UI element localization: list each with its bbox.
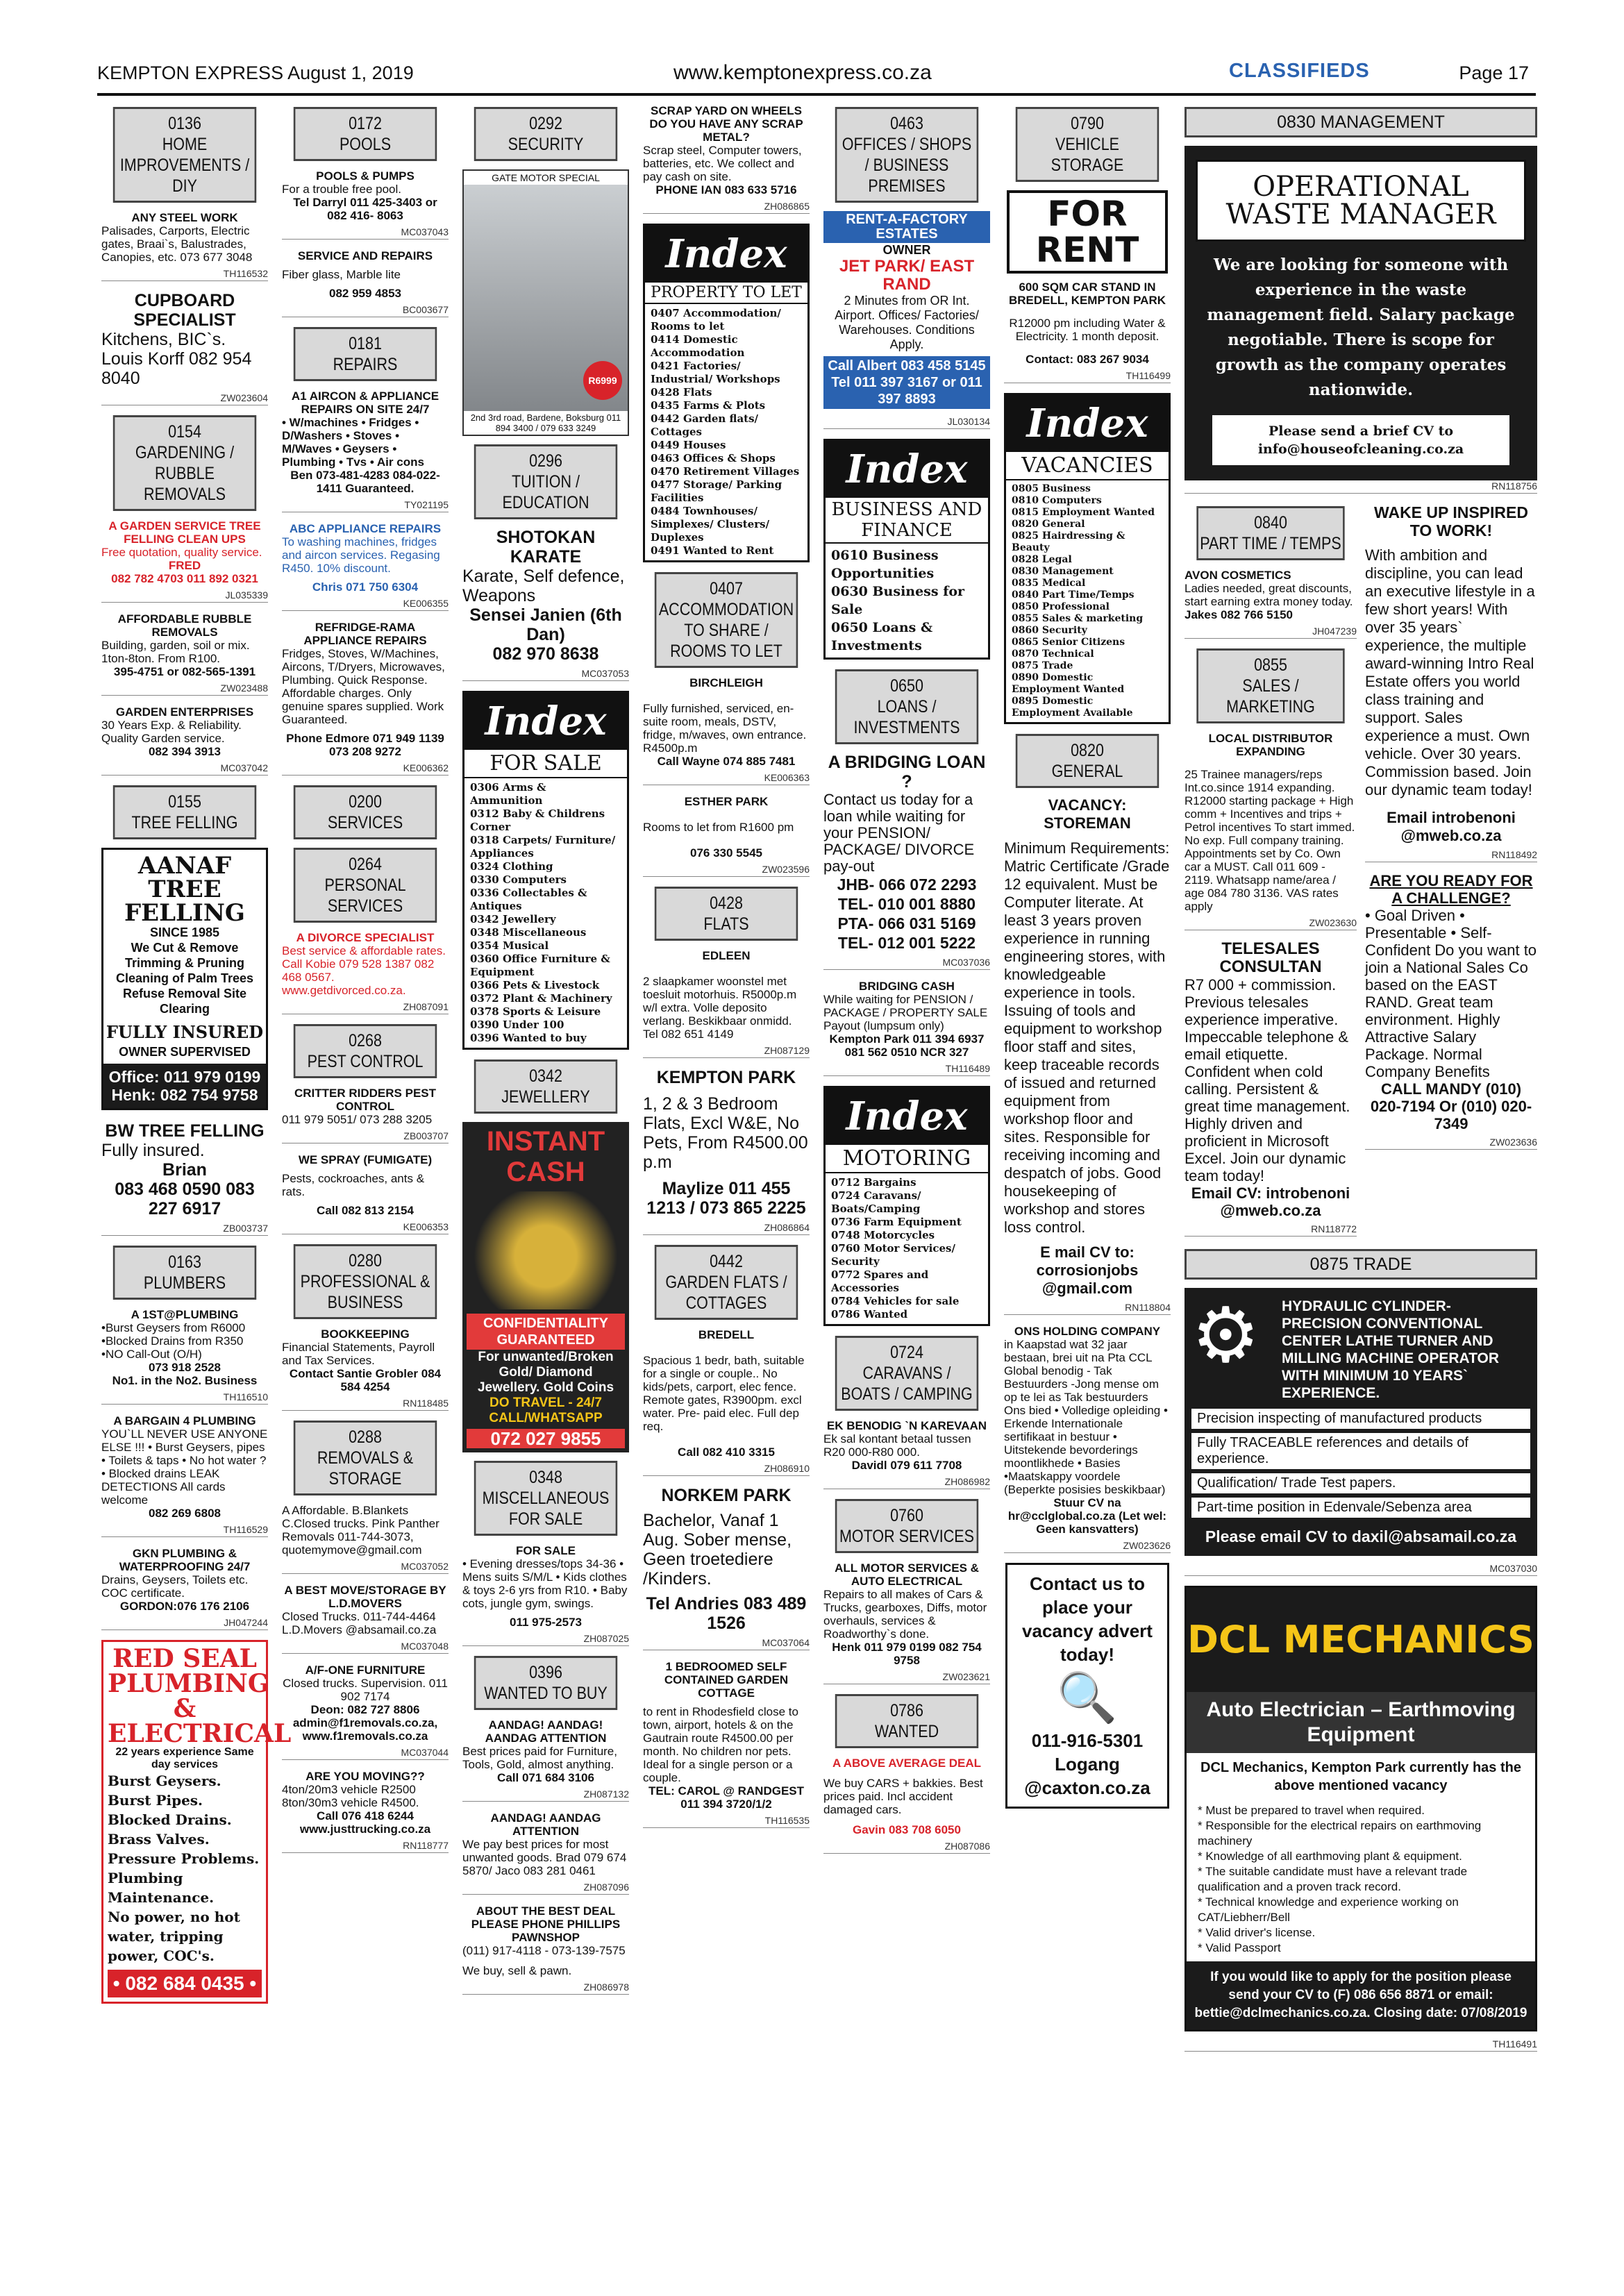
category-header: 0348 MISCELLANEOUS FOR SALE bbox=[474, 1461, 617, 1536]
column-2 bbox=[278, 104, 453, 2263]
category-header: 0288 REMOVALS & STORAGE bbox=[294, 1421, 437, 1495]
category-header: 0724 CARAVANS / BOATS / CAMPING bbox=[835, 1336, 978, 1411]
ring-icon bbox=[467, 1191, 625, 1309]
ad-reference: RN118756 bbox=[1184, 480, 1537, 494]
index-item: 0421 Factories/ Industrial/ Workshops bbox=[651, 360, 780, 385]
red-seal-display-ad: RED SEAL PLUMBING & ELECTRICAL 22 years experience Same day services Burst Geysers. Burst Pipes. Blocked Drains. Brass Valves. Pressure Problems. Plumbing Maintenance. No power, no hot water, tripping power, COC's. • 082 684 0435 • bbox=[101, 1640, 268, 2004]
dcl-mechanics-ad: DCL MECHANICS Auto Electrician – Earthmoving Equipment DCL Mechanics, Kempton Park currently has the above mentioned vacancy * Must be prepared to travel when required. * Responsible for the electrical repairs on earthmoving machinery * Knowledge of all earthmoving plant & equipment. * The suitable candidate must have a relevant trade qualification and a proven track record. * Technical knowledge and experience working on CAT/Liebherr/Bell * Valid driver's license. * Valid Passport If you would like to apply for the position please send your CV to (F) 086 656 8871 or email: bettie@dclmechanics.co.za. Closing date: 07/08/2019 bbox=[1184, 1586, 1537, 2031]
index-list bbox=[826, 1173, 988, 1324]
index-item: 0396 Wanted to buy bbox=[470, 1032, 587, 1044]
classified-ad: SERVICE AND REPAIRS Fiber glass, Marble lite 082 959 4853 bbox=[282, 249, 433, 300]
classified-ad: WAKE UP INSPIRED TO WORK! With ambition and discipline, you can lead an executive lifestyle in a few short years! With over 35 years` experience, the multiple award-winning Intro Real Estate offers you world class training and support. Sales experience a must. Own vehicle. Over 30 years. Commission based. Join our dynamic team today! Email introbenoni @mweb.co.za bbox=[1365, 503, 1535, 844]
ad-reference: TY021195 bbox=[282, 499, 449, 512]
index-item: 0366 Pets & Livestock bbox=[470, 979, 600, 991]
ad-reference: ZH086910 bbox=[643, 1463, 810, 1476]
classified-ad: A GARDEN SERVICE TREE FELLING CLEAN UPS Free quotation, quality service. FRED 082 782 4703 011 892 0321 bbox=[101, 519, 262, 585]
classified-ad: ANY STEEL WORK Palisades, Carports, Electric gates, Braai`s, Balustrades, Canopies, etc. 073 677 3048 bbox=[101, 211, 253, 264]
category-header: 0407 ACCOMMODATION TO SHARE / ROOMS TO LET bbox=[655, 572, 798, 668]
index-item: 0748 Motorcycles bbox=[831, 1229, 935, 1241]
classified-ad: REFRIDGE-RAMA APPLIANCE REPAIRS Fridges, Stoves, W/Machines, Aircons, T/Dryers, Microwaves, Plumbing. Quick Response. Affordable charges. Only genuine spares supplied. Work Guaranteed. Phone Edmore 071 949 1139 073 208 9272 bbox=[282, 621, 445, 758]
classified-ad: VACANCY: STOREMAN Minimum Requirements: Matric Certificate /Grade 12 equivalent. Must be Computer literate. At least 3 years proven experience in running engineering stores, with knowledgeable experience in tools. Issuing of tools and equipment to workshop floor staff and sites, keep traceable records of issued and returned equipment from workshop floor and sites. Responsible for receiving incoming and despatch of jobs. Good housekeeping of workshop and stores loss control. E mail CV to: corrosionjobs @gmail.com bbox=[1004, 796, 1170, 1297]
category-header: 0786 WANTED bbox=[835, 1694, 978, 1748]
ad-reference: JL035339 bbox=[101, 589, 268, 603]
index-item: 0378 Sports & Leisure bbox=[470, 1005, 601, 1018]
classified-ad: TELESALES CONSULTAN R7 000 + commission. Previous telesales experience imperative. Impeccable telephone & email etiquette. Confident when cold calling. Persistent & great time management. Highly driven and proficient in Microsoft Excel. Join our dynamic team today! Email CV: introbenoni @mweb.co.za bbox=[1184, 939, 1350, 1219]
index-item: 0772 Spares and Accessories bbox=[831, 1268, 929, 1294]
index-item: 0736 Farm Equipment bbox=[831, 1216, 962, 1228]
ad-reference: TH116491 bbox=[1184, 2038, 1537, 2052]
index-item: 0435 Farms & Plots bbox=[651, 399, 766, 412]
index-item: 0784 Vehicles for sale bbox=[831, 1295, 960, 1307]
index-item: 0449 Houses bbox=[651, 439, 726, 451]
column-3 bbox=[458, 104, 633, 2263]
category-header: 0268 PEST CONTROL bbox=[294, 1024, 437, 1078]
magnifier-character-icon: 🔍 bbox=[1057, 1670, 1118, 1725]
classified-ad: 600 SQM CAR STAND IN BREDELL, KEMPTON PARK R12000 pm including Water & Electricity. 1 month deposit. Contact: 083 267 9034 bbox=[1008, 280, 1166, 366]
index-item: 0786 Wanted bbox=[831, 1308, 908, 1321]
classified-ad: ARE YOU READY FOR A CHALLENGE? • Goal Driven • Presentable • Self-Confident Do you want to join a National Sales Co based on the EAST RAND. Great team environment. Highly Attractive Salary Package. Normal Company Benefits CALL MANDY (010) 020-7194 Or (010) 020-7349 bbox=[1365, 872, 1537, 1132]
ad-reference: JL030134 bbox=[823, 416, 990, 429]
rent-a-factory-ad: RENT-A-FACTORY ESTATES OWNER JET PARK/ EAST RAND 2 Minutes from OR Int. Airport. Offices/ Factories/ Warehouses. Conditions Apply. Call Albert 083 458 5145 Tel 011 397 3167 or 011 397 8893 bbox=[823, 211, 990, 409]
category-header: 0155 TREE FELLING bbox=[113, 785, 256, 839]
index-item: 0354 Musical bbox=[470, 939, 549, 952]
index-list bbox=[645, 304, 807, 560]
classified-ad: AVON COSMETICS Ladies needed, great discounts, start earning extra money today. Jakes 082 766 5150 bbox=[1184, 569, 1353, 621]
classified-ad: 1 BEDROOMED SELF CONTAINED GARDEN COTTAGE to rent in Rhodesfield close to town, airport, hotels & on the Gautrain route R4500.00 per month. No children nor pets. Ideal for a single person or a couple. TEL: CAROL @ RANDGEST 011 394 3720/1/2 bbox=[643, 1660, 805, 1811]
category-header: 0760 MOTOR SERVICES bbox=[835, 1499, 978, 1553]
category-header: 0442 GARDEN FLATS / COTTAGES bbox=[655, 1245, 798, 1320]
ad-reference: ZH087132 bbox=[462, 1788, 629, 1802]
index-item: 0414 Domestic Accommodation bbox=[651, 333, 745, 359]
publication-date: KEMPTON EXPRESS August 1, 2019 bbox=[97, 62, 414, 83]
ad-reference: MC037064 bbox=[643, 1637, 810, 1650]
classified-ad: ONS HOLDING COMPANY in Kaapstad wat 32 jaar bestaan, brei uit na Pta CCL Global benodig - Tak Bestuurders -Jong mense om op te lei as Tak bestuurders Ons bied • Volledige opleiding • Erkende Internationale sertifikaat in bestuur • Uitstekende bevorderings moontlikhede • Basies •Maatskappy voordele (Beperkte posisies beskikbaar) Stuur CV na hr@cclglobal.co.za (Let wel: Geen kansvatters) bbox=[1004, 1325, 1168, 1536]
classified-ad: A BARGAIN 4 PLUMBING YOU`LL NEVER USE ANYONE ELSE !!! • Burst Geysers, pipes • Toilets & taps • No hot water ? • Blocked drains LEAK DETECTIONS All cards welcome 082 269 6808 bbox=[101, 1414, 268, 1520]
category-header: 0820 GENERAL bbox=[1016, 734, 1159, 788]
website-link[interactable]: www.kemptonexpress.co.za bbox=[673, 61, 932, 84]
classified-ad: A1 AIRCON & APPLIANCE REPAIRS ON SITE 24/7 • W/machines • Fridges • D/Washers • Stoves • M/Waves • Geysers • Plumbing • Tvs • Air cons Ben 073-481-4283 084-022-1411 Guaranteed. bbox=[282, 389, 440, 495]
classified-ad: A Affordable. B.Blankets C.Closed trucks. Pink Panther Removals 011-744-3073, quotemymove@gmail.com bbox=[282, 1504, 440, 1557]
classified-ad: A DIVORCE SPECIALIST Best service & affordable rates. Call Kobie 079 528 1387 082 468 0567. www.getdivorced.co.za. bbox=[282, 931, 446, 997]
classified-ad: ABOUT THE BEST DEAL PLEASE PHONE PHILLIPS PAWNSHOP (011) 917-4118 - 073-139-7575 We buy, sell & pawn. bbox=[462, 1904, 626, 1977]
ad-reference: KE006363 bbox=[643, 772, 810, 785]
classified-ad: SCRAP YARD ON WHEELS DO YOU HAVE ANY SCRAP METAL? Scrap steel, Computer towers, batteries, etc. We collect and pay cash on site. PHONE IAN 083 633 5716 bbox=[643, 104, 803, 196]
index-item: 0815 Employment Wanted bbox=[1012, 507, 1155, 518]
classified-ad: BRIDGING CASH While waiting for PENSION / PACKAGE / PROPERTY SALE Payout (lumpsum only) Kempton Park 011 394 6937 081 562 0510 NCR 327 bbox=[823, 980, 988, 1059]
index-list bbox=[826, 544, 988, 657]
ad-reference: ZH087096 bbox=[462, 1882, 629, 1895]
index-item: 0825 Hairdressing & Beauty bbox=[1012, 530, 1125, 553]
ad-reference: ZW023488 bbox=[101, 682, 268, 696]
page-number: Page 17 bbox=[1459, 62, 1529, 83]
index-item: 0895 Domestic Employment Available bbox=[1012, 696, 1133, 719]
ad-reference: ZH087086 bbox=[823, 1841, 990, 1854]
ad-reference: ZW023621 bbox=[823, 1671, 990, 1684]
classified-ad: ALL MOTOR SERVICES & AUTO ELECTRICAL Repairs to all makes of Cars & Trucks, gearboxes, Diffs, motor overhauls, services & Roadworthy`s done. Henk 011 979 0199 082 754 9758 bbox=[823, 1561, 987, 1667]
classified-ad: FOR SALE • Evening dresses/tops 34-36 • Mens suits S/M/L • Kids clothes & toys 2-6 yrs from R10. • Baby cots, jungle gym, swings. 011 975-2573 bbox=[462, 1544, 628, 1629]
classified-ad: BREDELL Spacious 1 bedr, bath, suitable for a single or couple.. No kids/pets, carport, elec fence. Remote gates, R3900pm. excl water. Pre- paid elec. Full dep req. Call 082 410 3315 bbox=[643, 1328, 805, 1459]
classified-ad: ESTHER PARK Rooms to let from R1600 pm 076 330 5545 bbox=[643, 795, 794, 860]
index-item: 0630 Business for Sale bbox=[831, 584, 965, 617]
index-list bbox=[464, 778, 627, 1048]
column-1 bbox=[97, 104, 292, 2263]
masthead bbox=[97, 58, 1536, 96]
classified-ad: AFFORDABLE RUBBLE REMOVALS Building, garden, soil or mix. 1ton-8ton. From R100. 395-4751 or 082-565-1391 bbox=[101, 612, 256, 678]
column-7 bbox=[1180, 104, 1541, 2263]
classified-ad: AANDAG! AANDAG ATTENTION We pay best prices for most unwanted goods. Brad 079 674 5870/ Jaco 083 281 0461 bbox=[462, 1811, 627, 1877]
category-header: 0650 LOANS / INVESTMENTS bbox=[835, 669, 978, 744]
index-item: 0342 Jewellery bbox=[470, 913, 556, 925]
index-item: 0840 Part Time/Temps bbox=[1012, 589, 1135, 601]
classified-ad: A 1ST@PLUMBING •Burst Geysers from R6000 •Blocked Drains from R350 •NO Call-Out (O/H) 073 918 2528 No1. in the No2. Business bbox=[101, 1308, 258, 1387]
index-item: 0805 Business bbox=[1012, 483, 1091, 494]
category-header: 0342 JEWELLERY bbox=[474, 1059, 617, 1114]
ad-reference: MC037044 bbox=[282, 1747, 449, 1760]
ad-reference: ZH087091 bbox=[282, 1001, 449, 1014]
category-header: 0875 TRADE bbox=[1184, 1249, 1537, 1280]
index-item: 0828 Legal bbox=[1012, 554, 1072, 565]
index-item: 0324 Clothing bbox=[470, 860, 553, 873]
category-header: 0163 PLUMBERS bbox=[113, 1246, 256, 1300]
ad-reference: ZH086864 bbox=[643, 1222, 810, 1235]
dcl-logo: DCL MECHANICS bbox=[1187, 1588, 1535, 1692]
ad-reference: RN118777 bbox=[282, 1840, 449, 1853]
ad-reference: ZH087129 bbox=[643, 1045, 810, 1058]
ad-reference: ZB003737 bbox=[101, 1223, 268, 1236]
classified-ad: A BEST MOVE/STORAGE BY L.D.MOVERS Closed Trucks. 011-744-4464 L.D.Movers @absamail.co.za bbox=[282, 1584, 446, 1636]
index-item: 0850 Professional bbox=[1012, 601, 1110, 612]
classified-ad: BOOKKEEPING Financial Statements, Payroll and Tax Services. Contact Santie Grobler 084 584 4254 bbox=[282, 1327, 442, 1393]
index-item: 0372 Plant & Machinery bbox=[470, 992, 612, 1005]
index-item: 0865 Senior Citizens bbox=[1012, 637, 1125, 648]
index-for-sale: Index FOR SALE 0306 Arms & Ammunition 0312 Baby & Childrens Corner 0318 Carpets/ Furniture/ Appliances 0324 Clothing 0330 Computers 0336 Collectables & Antiques 0342 Jewellery 0348 Miscellaneous 0354 Musical 0360 Office Furniture & Equipment 0366 Pets & Livestock 0372 Plant & Machinery 0378 Sports & Leisure 0390 Under 100 0396 Wanted to buy bbox=[462, 691, 629, 1050]
index-item: 0312 Baby & Childrens Corner bbox=[470, 807, 605, 833]
classified-ad: LOCAL DISTRIBUTOR EXPANDING 25 Trainee managers/reps Int.co.since 1914 expanding. R12000 starting package + High comm + Incentives and trips + Petrol incentives To start immed. No exp. Full company training. Appointments set by Co. Own car a MUST. Call 011 609 - 2119. Whatsapp name/area / age 084 780 3136. VAS rates apply bbox=[1184, 732, 1355, 913]
category-header: 0830 MANAGEMENT bbox=[1184, 107, 1537, 137]
index-item: 0491 Wanted to Rent bbox=[651, 544, 774, 557]
for-rent-sign: FOR RENT bbox=[1007, 190, 1168, 274]
classified-ad: NORKEM PARK Bachelor, Vanaf 1 Aug. Sober mense, Geen troetediere /Kinders. Tel Andries 083 489 1526 bbox=[643, 1486, 807, 1633]
ad-reference: RN118485 bbox=[282, 1398, 449, 1411]
ad-reference: MC037048 bbox=[282, 1641, 449, 1654]
ad-reference: JH047244 bbox=[101, 1617, 268, 1630]
index-item: 0484 Townhouses/ Simplexes/ Clusters/ Duplexes bbox=[651, 505, 770, 544]
ad-reference: ZW023626 bbox=[1004, 1540, 1171, 1553]
ad-reference: RN118804 bbox=[1004, 1302, 1171, 1315]
ad-reference: TH116529 bbox=[101, 1524, 268, 1537]
instant-cash-ad: INSTANT CASH CONFIDENTIALITY GUARANTEED For unwanted/Broken Gold/ Diamond Jewellery. Gold Coins DO TRAVEL - 24/7 CALL/WHATSAPP 072 027 9855 bbox=[462, 1122, 629, 1452]
category-header: 0172 POOLS bbox=[294, 107, 437, 161]
index-vacancies: Index VACANCIES 0805 Business 0810 Computers 0815 Employment Wanted 0820 General 0825 Hairdressing & Beauty 0828 Legal 0830 Management 0835 Medical 0840 Part Time/Temps 0850 Professional 0855 Sales & marketing 0860 Security 0865 Senior Citizens 0870 Technical 0875 Trade 0890 Domestic Employment Wanted 0895 Domestic Employment Available bbox=[1004, 393, 1171, 724]
category-header: 0264 PERSONAL SERVICES bbox=[294, 848, 437, 923]
column-4 bbox=[639, 104, 814, 2263]
category-header: 0428 FLATS bbox=[655, 887, 798, 941]
classified-ad: BIRCHLEIGH Fully furnished, serviced, en-suite room, meals, DSTV, fridge, m/waves, own entrance. R4500p.m Call Wayne 074 885 7481 bbox=[643, 676, 807, 768]
ad-reference: MC037042 bbox=[101, 762, 268, 776]
classified-ad: SHOTOKAN KARATE Karate, Self defence, Weapons Sensei Janien (6th Dan) 082 970 8638 bbox=[462, 528, 625, 664]
category-header: 0463 OFFICES / SHOPS / BUSINESS PREMISES bbox=[835, 107, 978, 203]
index-item: 0306 Arms & Ammunition bbox=[470, 781, 546, 807]
column-5 bbox=[819, 104, 994, 2263]
index-item: 0610 Business Opportunities bbox=[831, 548, 939, 581]
classified-ad: KEMPTON PARK 1, 2 & 3 Bedroom Flats, Excl W&E, No Pets, From R4500.00 p.m Maylize 011 455 1213 / 073 865 2225 bbox=[643, 1068, 808, 1218]
ad-reference: ZW023604 bbox=[101, 392, 268, 405]
ad-reference: MC037052 bbox=[282, 1561, 449, 1574]
classified-ad: A/F-ONE FURNITURE Closed trucks. Supervision. 011 902 7174 Deon: 082 727 8806 admin@f1removals.co.za, www.f1removals.co.za bbox=[283, 1664, 448, 1743]
index-item: 0336 Collectables & Antiques bbox=[470, 887, 587, 912]
ad-reference: KE006353 bbox=[282, 1221, 449, 1234]
category-header: 0790 VEHICLE STORAGE bbox=[1016, 107, 1159, 182]
classified-ad: WE SPRAY (FUMIGATE) Pests, cockroaches, ants & rats. Call 082 813 2154 bbox=[282, 1153, 433, 1217]
two-column-vacancies bbox=[1180, 503, 1541, 1246]
index-item: 0477 Storage/ Parking Facilities bbox=[651, 478, 782, 504]
index-item: 0470 Retirement Villages bbox=[651, 465, 800, 478]
index-item: 0860 Security bbox=[1012, 625, 1087, 636]
waste-manager-ad: OPERATIONAL WASTE MANAGER We are looking for someone with experience in the waste management field. Salary package negotiable. There is scope for growth as the company operates nationwide. Please send a brief CV to info@houseofcleaning.co.za bbox=[1184, 146, 1537, 480]
index-property-to-let: Index PROPERTY TO LET 0407 Accommodation/ Rooms to let 0414 Domestic Accommodation 0421 Factories/ Industrial/ Workshops 0428 Flats 0435 Farms & Plots 0442 Garden flats/ Cottages 0449 Houses 0463 Offices & Shops 0470 Retirement Villages 0477 Storage/ Parking Facilities 0484 Townhouses/ Simplexes/ Clusters/ Duplexes 0491 Wanted to Rent bbox=[643, 224, 810, 562]
index-item: 0870 Technical bbox=[1012, 648, 1094, 660]
column-6 bbox=[1000, 104, 1175, 2263]
ad-reference: JH047239 bbox=[1184, 626, 1357, 639]
category-header: 0181 REPAIRS bbox=[294, 327, 437, 381]
index-item: 0442 Garden flats/ Cottages bbox=[651, 412, 759, 438]
ad-reference: KE006355 bbox=[282, 598, 449, 611]
classified-ad: CUPBOARD SPECIALIST Kitchens, BIC`s. Louis Korff 082 954 8040 bbox=[101, 291, 252, 388]
category-header: 0200 SERVICES bbox=[294, 785, 437, 839]
section-title: CLASSIFIEDS bbox=[1229, 60, 1370, 82]
classified-ad: EK BENODIG `N KAREVAAN Ek sal kontant betaal tussen R20 000-R80 000. Davidl 079 611 7708 bbox=[823, 1419, 987, 1472]
category-header: 0154 GARDENING / RUBBLE REMOVALS bbox=[113, 415, 256, 511]
index-item: 0820 General bbox=[1012, 519, 1085, 530]
classified-ad: BW TREE FELLING Fully insured. Brian 083 468 0590 083 227 6917 bbox=[101, 1121, 265, 1218]
vacancies-left bbox=[1180, 503, 1361, 1246]
ad-reference: MC037043 bbox=[282, 226, 449, 240]
aanaf-display-ad: AANAF TREE FELLING SINCE 1985 We Cut & Remove Trimming & Pruning Cleaning of Palm Trees Refuse Removal Site Clearing FULLY INSURED OWNER SUPERVISED Office: 011 979 0199 Henk: 082 754 9758 bbox=[101, 848, 268, 1110]
classified-ad: A BRIDGING LOAN ? Contact us today for a loan while waiting for your PENSION/ PACKAGE/ DIVORCE pay-out JHB- 066 072 2293 TEL- 010 001 8880 PTA- 066 031 5169 TEL- 012 001 5222 bbox=[823, 753, 986, 952]
ad-reference: ZH087025 bbox=[462, 1633, 629, 1646]
ad-reference: MC037030 bbox=[1184, 1563, 1537, 1576]
category-header: 0840 PART TIME / TEMPS bbox=[1196, 506, 1344, 560]
classified-ad: GARDEN ENTERPRISES 30 Years Exp. & Reliability. Quality Garden service. 082 394 3913 bbox=[101, 705, 254, 758]
ad-reference: KE006362 bbox=[282, 762, 449, 776]
index-item: 0890 Domestic Employment Wanted bbox=[1012, 672, 1125, 695]
ad-reference: TH116489 bbox=[823, 1063, 990, 1076]
ad-reference: TH116535 bbox=[643, 1815, 810, 1828]
classified-ad: ARE YOU MOVING?? 4ton/20m3 vehicle R2500 8ton/30m3 vehicle R4500. Call 076 418 6244 www.justtrucking.co.za bbox=[282, 1770, 431, 1836]
index-business-finance: Index BUSINESS AND FINANCE 0610 Business Opportunities 0630 Business for Sale 0650 Loans & Investments bbox=[823, 439, 990, 660]
classified-ad: AANDAG! AANDAG! AANDAG ATTENTION Best prices paid for Furniture, Tools, Gold, almost anything. Call 071 684 3106 bbox=[462, 1718, 617, 1784]
category-header: 0396 WANTED TO BUY bbox=[474, 1656, 617, 1710]
classified-ad: A ABOVE AVERAGE DEAL We buy CARS + bakkies. Best prices paid. Incl accident damaged cars. Gavin 083 708 6050 bbox=[823, 1757, 983, 1836]
category-header: 0136 HOME IMPROVEMENTS / DIY bbox=[113, 107, 256, 203]
classified-ad: CRITTER RIDDERS PEST CONTROL 011 979 5051/ 073 288 3205 bbox=[282, 1087, 437, 1126]
category-header: 0855 SALES / MARKETING bbox=[1196, 648, 1344, 723]
index-item: 0390 Under 100 bbox=[470, 1019, 564, 1031]
index-list bbox=[1006, 480, 1169, 722]
classified-ad: ABC APPLIANCE REPAIRS To washing machines, fridges and aircon services. Regasing R450. 10% discount. Chris 071 750 6304 bbox=[282, 522, 442, 594]
classified-ad: GKN PLUMBING & WATERPROOFING 24/7 Drains, Geysers, Toilets etc. COC certificate. GORDON:076 176 2106 bbox=[101, 1547, 251, 1613]
ad-reference: ZB003707 bbox=[282, 1130, 449, 1143]
index-item: 0330 Computers bbox=[470, 873, 567, 886]
ad-reference: BC003677 bbox=[282, 304, 449, 317]
category-header: 0292 SECURITY bbox=[474, 107, 617, 161]
ad-reference: TH116499 bbox=[1004, 370, 1171, 383]
index-item: 0463 Offices & Shops bbox=[651, 452, 776, 464]
ad-reference: ZH086865 bbox=[643, 201, 810, 214]
ad-reference: RN118772 bbox=[1184, 1223, 1357, 1237]
index-item: 0407 Accommodation/ Rooms to let bbox=[651, 307, 781, 333]
ad-reference: ZH086978 bbox=[462, 1981, 629, 1995]
ad-reference: ZW023596 bbox=[643, 864, 810, 877]
ad-reference: RN118492 bbox=[1365, 849, 1537, 862]
index-item: 0428 Flats bbox=[651, 386, 712, 399]
index-item: 0712 Bargains bbox=[831, 1176, 916, 1189]
classified-ad: EDLEEN 2 slaapkamer woonstel met toesluit motorhuis. R5000p.m w/l extra. Volle deposito verlang. Beskikbaar onmidd. Tel 082 651 4149 bbox=[643, 949, 797, 1041]
classified-ad: POOLS & PUMPS For a trouble free pool. Tel Darryl 011 425-3403 or 082 416- 8063 bbox=[282, 169, 437, 222]
index-item: 0830 Management bbox=[1012, 566, 1114, 577]
ad-reference: MC037053 bbox=[462, 668, 629, 681]
index-item: 0810 Computers bbox=[1012, 495, 1102, 506]
index-item: 0724 Caravans/ Boats/Camping bbox=[831, 1189, 921, 1215]
index-item: 0348 Miscellaneous bbox=[470, 926, 587, 939]
index-item: 0650 Loans & Investments bbox=[831, 620, 933, 653]
index-item: 0760 Motor Services/ Security bbox=[831, 1242, 955, 1268]
index-item: 0318 Carpets/ Furniture/ Appliances bbox=[470, 834, 616, 860]
ad-reference: ZH086982 bbox=[823, 1476, 990, 1489]
ad-reference: MC037036 bbox=[823, 957, 990, 970]
ad-reference: ZW023636 bbox=[1365, 1137, 1537, 1150]
index-item: 0360 Office Furniture & Equipment bbox=[470, 953, 610, 978]
index-motoring: Index MOTORING 0712 Bargains 0724 Caravans/ Boats/Camping 0736 Farm Equipment 0748 Motorcycles 0760 Motor Services/ Security 0772 Spares and Accessories 0784 Vehicles for sale 0786 Wanted bbox=[823, 1086, 990, 1326]
gear-icon: ⚙ bbox=[1191, 1293, 1260, 1378]
category-header: 0280 PROFESSIONAL & BUSINESS bbox=[294, 1244, 437, 1319]
contact-us-box: Contact us to place your vacancy advert today! 🔍 011-916-5301 Logang @caxton.co.za bbox=[1005, 1563, 1169, 1809]
ad-reference: TH116510 bbox=[101, 1391, 268, 1405]
index-item: 0855 Sales & marketing bbox=[1012, 613, 1144, 624]
vacancies-right bbox=[1361, 503, 1541, 1246]
lathe-operator-ad: ⚙ HYDRAULIC CYLINDER-PRECISION CONVENTIONAL CENTER LATHE TURNER AND MILLING MACHINE OPERATOR WITH MINIMUM 10 YEARS` EXPERIENCE. Precision inspecting of manufactured products Fully TRACEABLE references and details of experience. Qualification/ Trade Test papers. Part-time position in Edenvale/Sebenza area Please email CV to daxil@absamail.co.za bbox=[1184, 1288, 1537, 1556]
index-item: 0835 Medical bbox=[1012, 578, 1086, 589]
category-header: 0296 TUITION / EDUCATION bbox=[474, 444, 617, 519]
ad-reference: TH116532 bbox=[101, 268, 268, 281]
ad-reference: ZW023630 bbox=[1184, 917, 1357, 930]
gate-motor-photo-ad: GATE MOTOR SPECIAL R6999 2nd 3rd road, Bardene, Boksburg 011 894 3400 / 079 633 3249 bbox=[462, 169, 629, 436]
index-item: 0875 Trade bbox=[1012, 660, 1073, 671]
